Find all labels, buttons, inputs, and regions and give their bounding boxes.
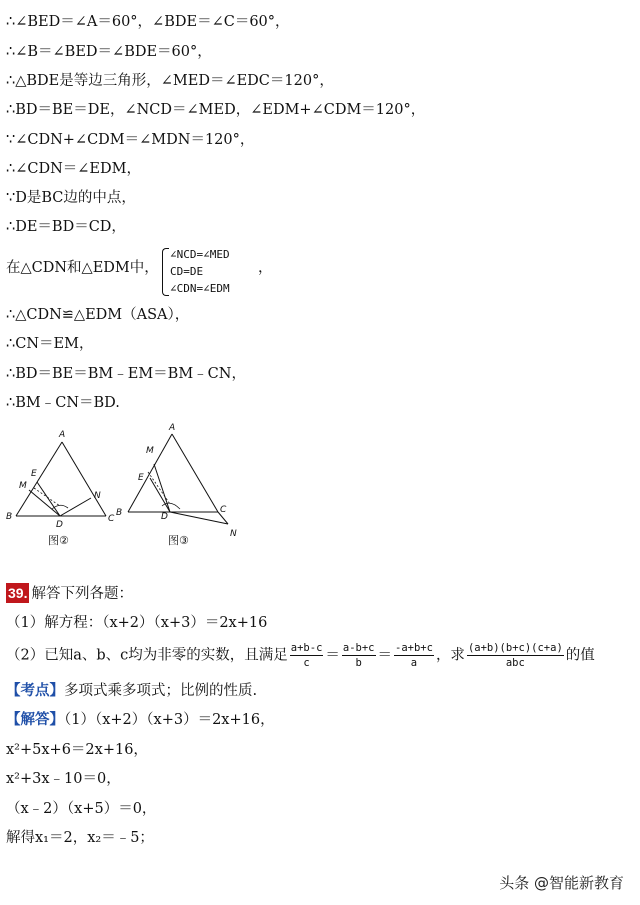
fig2-label-d: D — [56, 520, 63, 530]
jieda-line — [6, 710, 275, 730]
fraction-1-num: a+b-c — [290, 642, 323, 654]
solution-line-3: （x﹣2）（x+5）＝0， — [6, 801, 157, 817]
watermark: 头条 @智能新教育 — [499, 874, 624, 892]
fig3-label-n: N — [230, 529, 237, 539]
fraction-4 — [467, 641, 564, 670]
solution-line-4: 解得x₁＝2，x₂＝﹣5； — [6, 830, 154, 846]
condition-3: ∠CDN=∠EDM — [170, 282, 230, 295]
proof-line-6: ∴∠CDN＝∠EDM， — [6, 161, 141, 177]
proof-line-8: ∴DE＝BD＝CD， — [6, 219, 126, 235]
proof-line-7: ∵D是BC边的中点， — [6, 190, 136, 206]
fig3-label-e: E — [138, 473, 144, 483]
proof-line-4: ∴BD＝BE＝DE，∠NCD＝∠MED，∠EDM+∠CDM＝120°， — [6, 102, 426, 118]
fraction-3-num: -a+b+c — [395, 642, 433, 654]
kaodian-line — [6, 681, 257, 701]
jieda-tag: 【解答】 — [6, 711, 64, 728]
fig3-label-c: C — [220, 505, 227, 515]
question-part2 — [6, 641, 595, 670]
fraction-1 — [290, 641, 324, 670]
proof-line-5: ∵∠CDN+∠CDM＝∠MDN＝120°， — [6, 132, 255, 148]
brace — [162, 248, 169, 296]
conclusion-line-1: ∴△CDN≌△EDM（ASA）， — [6, 307, 190, 323]
solution-line-1: x²+5x+6＝2x+16， — [6, 742, 148, 758]
conclusion-line-4: ∴BM﹣CN＝BD. — [6, 395, 120, 411]
fraction-2-den: b — [355, 657, 362, 669]
equals-2: ＝ — [377, 647, 392, 664]
fraction-3-den: a — [410, 657, 418, 669]
fraction-4-num: (a+b)(b+c)(c+a) — [467, 642, 563, 654]
kaodian-text: 多项式乘多项式；比例的性质. — [64, 683, 258, 699]
figure-2 — [0, 420, 125, 532]
question-header — [6, 583, 133, 604]
fig3-label-b: B — [116, 508, 123, 518]
question-part1: （1）解方程：（x+2）（x+3）＝2x+16 — [6, 615, 268, 631]
fig2-label-e: E — [31, 469, 37, 479]
figure-3 — [110, 420, 250, 545]
part2-prefix: （2）已知a、b、c均为非零的实数，且满足 — [6, 647, 288, 664]
fraction-3 — [394, 641, 434, 670]
fig2-caption: 图② — [48, 534, 69, 547]
fig3-caption: 图③ — [168, 534, 189, 547]
fig2-label-b: B — [6, 512, 13, 522]
congruence-intro: 在△CDN和△EDM中， — [6, 260, 159, 276]
proof-line-3: ∴△BDE是等边三角形，∠MED＝∠EDC＝120°， — [6, 73, 334, 89]
congruence-system — [170, 246, 230, 297]
conclusion-line-2: ∴CN＝EM， — [6, 336, 94, 352]
fig2-label-c: C — [108, 514, 115, 524]
jieda-text: （1）（x+2）（x+3）＝2x+16， — [64, 712, 275, 728]
fraction-1-den: c — [303, 657, 310, 669]
fig3-label-m: M — [146, 446, 154, 456]
fig3-label-d: D — [161, 512, 168, 522]
congruence-suffix: ， — [258, 260, 273, 276]
question-title: 解答下列各题： — [31, 586, 133, 602]
part2-suffix: 的值 — [565, 647, 595, 664]
kaodian-tag: 【考点】 — [6, 682, 64, 699]
fraction-4-den: abc — [505, 657, 525, 669]
fig3-label-a: A — [169, 423, 176, 433]
equals-1: ＝ — [325, 647, 340, 664]
proof-line-2: ∴∠B＝∠BED＝∠BDE＝60°， — [6, 44, 212, 60]
fig2-label-n: N — [94, 491, 101, 501]
condition-1: ∠NCD=∠MED — [170, 248, 230, 261]
fraction-2-num: a-b+c — [342, 642, 375, 654]
question-number: 39. — [8, 585, 28, 601]
condition-2: CD=DE — [170, 265, 204, 278]
fraction-2 — [342, 641, 376, 670]
solution-line-2: x²+3x﹣10＝0， — [6, 771, 121, 787]
conclusion-line-3: ∴BD＝BE＝BM﹣EM＝BM﹣CN， — [6, 366, 246, 382]
proof-line-1: ∴∠BED＝∠A＝60°，∠BDE＝∠C＝60°， — [6, 14, 290, 30]
fig2-label-m: M — [19, 481, 27, 491]
part2-mid: ，求 — [435, 647, 465, 664]
fig2-label-a: A — [59, 430, 66, 440]
